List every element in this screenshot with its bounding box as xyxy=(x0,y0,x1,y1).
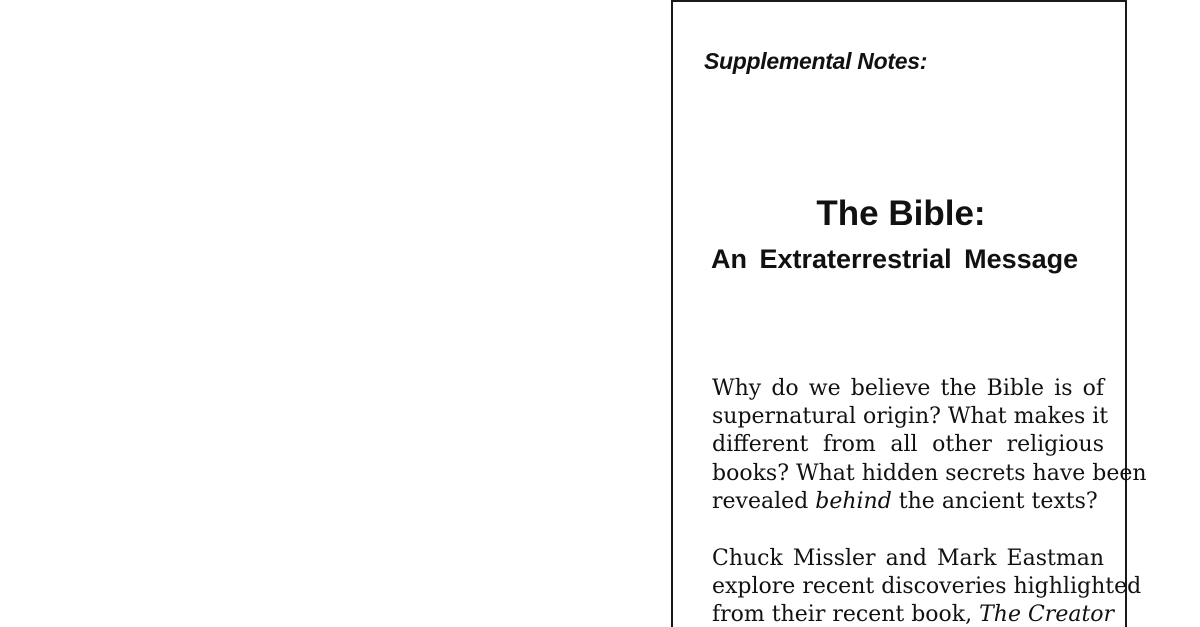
paragraph-line: books? What hidden secrets have been xyxy=(712,460,1147,486)
text-run: the ancient texts? xyxy=(891,488,1098,514)
paragraph-line: supernatural origin? What makes it xyxy=(712,404,1109,430)
page-subtitle: An Extraterrestrial Message xyxy=(711,244,1079,274)
document-page xyxy=(671,0,1147,627)
paragraph-line xyxy=(712,488,1104,516)
paragraph-line: Chuck Missler and Mark Eastman xyxy=(712,546,1104,571)
paragraph-line xyxy=(712,601,1115,627)
intro-paragraph xyxy=(712,375,1147,516)
supplemental-notes-label: Supplemental Notes: xyxy=(704,48,928,74)
text-run: from their recent book, xyxy=(712,602,980,627)
paragraph-line: explore recent discoveries highlighted xyxy=(712,574,1142,600)
paragraph-line: different from all other religious xyxy=(712,432,1104,458)
paragraph-line: Why do we believe the Bible is of xyxy=(712,376,1104,401)
text-run: revealed xyxy=(712,488,816,514)
book-title-emphasis: The Creator xyxy=(979,602,1115,627)
page-title: The Bible: xyxy=(816,194,986,233)
authors-paragraph xyxy=(712,545,1142,627)
emphasis-text: behind xyxy=(815,488,892,514)
